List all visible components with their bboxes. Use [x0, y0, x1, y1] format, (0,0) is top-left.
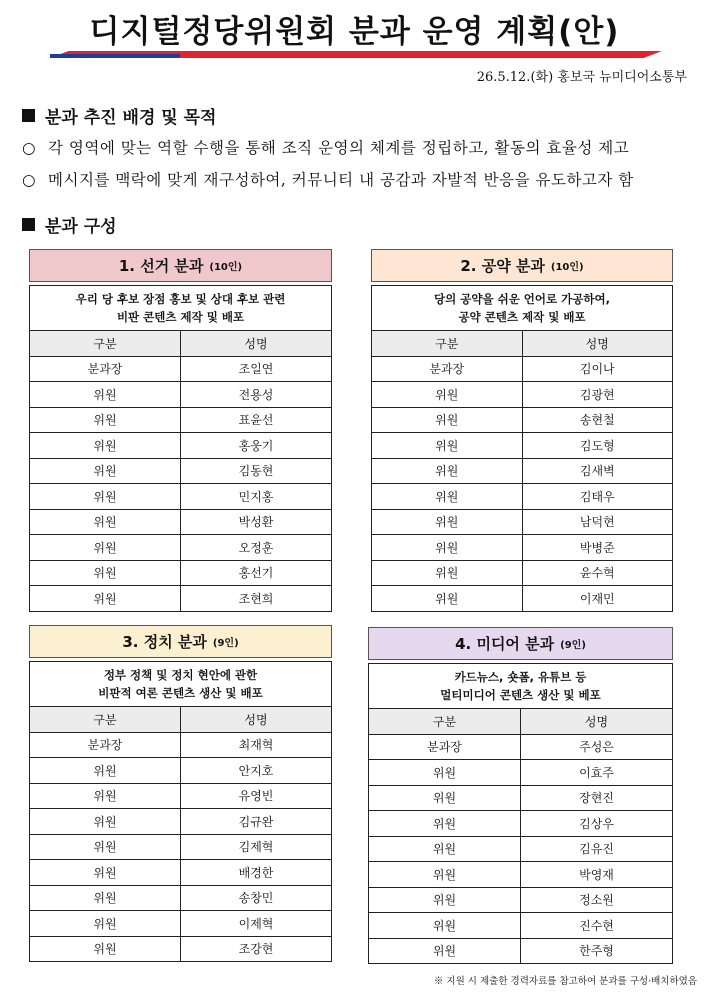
column-header-name: 성명: [522, 331, 673, 357]
table-row: [369, 836, 673, 862]
column-header-role: 구분: [30, 331, 181, 357]
name-cell: 남덕현: [522, 509, 673, 535]
table-row: [369, 734, 673, 760]
group-table: [371, 285, 673, 612]
group-count: (10인): [550, 262, 584, 273]
table-header-row: [30, 331, 332, 357]
group-title: 2. 공약 분과: [460, 257, 545, 275]
role-cell: 위원: [369, 836, 521, 862]
table-row: [30, 433, 332, 459]
name-cell: 이재민: [522, 586, 673, 612]
name-cell: 표윤선: [181, 407, 332, 433]
role-cell: 위원: [369, 785, 521, 811]
name-cell: 오정훈: [181, 535, 332, 561]
name-cell: 김동현: [181, 458, 332, 484]
role-cell: 위원: [372, 458, 523, 484]
role-cell: 위원: [30, 586, 181, 612]
name-cell: 송창민: [181, 885, 332, 911]
name-cell: 이효주: [521, 760, 673, 786]
name-cell: 김도형: [522, 433, 673, 459]
group-header: [29, 249, 332, 282]
group-description: 정부 정책 및 정치 현안에 관한 비판적 여론 콘텐츠 생산 및 배포: [30, 662, 332, 707]
group-election: [29, 249, 332, 612]
group-header: [368, 627, 673, 660]
role-cell: 위원: [369, 887, 521, 913]
group-title: 3. 정치 분과: [122, 633, 207, 651]
role-cell: 위원: [30, 758, 181, 784]
role-cell: 위원: [30, 911, 181, 937]
role-cell: 위원: [372, 535, 523, 561]
table-row: [30, 586, 332, 612]
role-cell: 분과장: [30, 356, 181, 382]
name-cell: 김유진: [521, 836, 673, 862]
group-table: [29, 661, 332, 962]
table-row: [369, 785, 673, 811]
group-count: (9인): [560, 640, 586, 651]
name-cell: 송현철: [522, 407, 673, 433]
role-cell: 위원: [30, 535, 181, 561]
bullet-text: 각 영역에 맞는 역할 수행을 통해 조직 운영의 체계를 정립하고, 활동의 효율성 제고: [48, 139, 630, 157]
name-cell: 김제혁: [181, 834, 332, 860]
role-cell: 위원: [369, 760, 521, 786]
bullet-text: 메시지를 맥락에 맞게 재구성하여, 커뮤니티 내 공감과 자발적 반응을 유도하고자 함: [48, 171, 634, 189]
role-cell: 위원: [369, 938, 521, 964]
column-header-role: 구분: [369, 709, 521, 735]
table-row: [30, 535, 332, 561]
group-header: [371, 249, 673, 282]
name-cell: 박영재: [521, 862, 673, 888]
name-cell: 주성은: [521, 734, 673, 760]
name-cell: 박성환: [181, 509, 332, 535]
name-cell: 홍선기: [181, 560, 332, 586]
column-header-name: 성명: [181, 331, 332, 357]
group-media: [368, 627, 673, 964]
role-cell: 위원: [372, 586, 523, 612]
group-count: (9인): [212, 638, 239, 649]
role-cell: 위원: [372, 509, 523, 535]
table-row: [372, 433, 673, 459]
table-row: [30, 885, 332, 911]
group-description: 카드뉴스, 숏폼, 유튜브 등 멀티미디어 콘텐츠 생산 및 베포: [369, 664, 673, 709]
table-row: [369, 760, 673, 786]
name-cell: 윤수혁: [522, 560, 673, 586]
name-cell: 진수현: [521, 913, 673, 939]
name-cell: 김새벽: [522, 458, 673, 484]
role-cell: 위원: [30, 382, 181, 408]
table-row: [372, 509, 673, 535]
role-cell: 위원: [30, 560, 181, 586]
table-row: [369, 938, 673, 964]
name-cell: 김태우: [522, 484, 673, 510]
table-row: [372, 535, 673, 561]
role-cell: 위원: [372, 433, 523, 459]
section-heading-structure: [22, 212, 117, 237]
table-row: [30, 407, 332, 433]
group-header: [29, 625, 332, 658]
group-title: 1. 선거 분과: [118, 257, 204, 275]
role-cell: 위원: [369, 913, 521, 939]
table-row: [372, 382, 673, 408]
table-row: [30, 560, 332, 586]
role-cell: 위원: [30, 809, 181, 835]
group-pledge: [371, 249, 673, 612]
name-cell: 박병준: [522, 535, 673, 561]
table-row: [372, 356, 673, 382]
name-cell: 최재혁: [181, 732, 332, 758]
name-cell: 김광현: [522, 382, 673, 408]
name-cell: 배경한: [181, 860, 332, 886]
name-cell: 조현희: [181, 586, 332, 612]
table-row: [372, 458, 673, 484]
role-cell: 분과장: [369, 734, 521, 760]
table-row: [30, 911, 332, 937]
group-table: [368, 663, 673, 964]
table-row: [369, 913, 673, 939]
group-table: [29, 285, 332, 612]
table-row: [30, 484, 332, 510]
role-cell: 위원: [30, 860, 181, 886]
footnote: ※ 지원 시 제출한 경력자료를 참고하여 분과를 구성·배치하였음: [433, 976, 697, 987]
name-cell: 이제혁: [181, 911, 332, 937]
role-cell: 분과장: [30, 732, 181, 758]
name-cell: 안지호: [181, 758, 332, 784]
role-cell: 위원: [30, 484, 181, 510]
role-cell: 위원: [30, 509, 181, 535]
role-cell: 위원: [30, 783, 181, 809]
section-title: 분과 추진 배경 및 목적: [45, 108, 217, 128]
group-description: 우리 당 후보 장점 홍보 및 상대 후보 관련 비판 콘텐츠 제작 및 배포: [30, 286, 332, 331]
table-row: [369, 811, 673, 837]
column-header-name: 성명: [521, 709, 673, 735]
table-header-row: [369, 709, 673, 735]
table-row: [372, 586, 673, 612]
circle-bullet-icon: ○: [22, 139, 37, 157]
table-row: [372, 407, 673, 433]
table-row: [30, 732, 332, 758]
role-cell: 위원: [30, 885, 181, 911]
name-cell: 한주형: [521, 938, 673, 964]
column-header-name: 성명: [181, 707, 332, 733]
square-bullet-icon: [22, 218, 35, 231]
group-description: 당의 공약을 쉬운 언어로 가공하여, 공약 콘텐츠 제작 및 배포: [372, 286, 673, 331]
role-cell: 위원: [369, 862, 521, 888]
name-cell: 민지홍: [181, 484, 332, 510]
name-cell: 정소원: [521, 887, 673, 913]
page-title: 디지털정당위원회 분과 운영 계획(안): [89, 14, 620, 50]
name-cell: 장현진: [521, 785, 673, 811]
column-header-role: 구분: [30, 707, 181, 733]
role-cell: 위원: [30, 458, 181, 484]
name-cell: 유영빈: [181, 783, 332, 809]
role-cell: 위원: [30, 407, 181, 433]
table-row: [30, 356, 332, 382]
square-bullet-icon: [22, 109, 35, 122]
name-cell: 조강현: [181, 936, 332, 962]
name-cell: 김상우: [521, 811, 673, 837]
table-row: [372, 484, 673, 510]
table-row: [30, 783, 332, 809]
name-cell: 홍웅기: [181, 433, 332, 459]
bullet-item: [22, 136, 629, 158]
role-cell: 위원: [372, 484, 523, 510]
table-row: [30, 936, 332, 962]
role-cell: 분과장: [372, 356, 523, 382]
group-politics: [29, 625, 332, 962]
table-row: [30, 809, 332, 835]
title-underline-blue: [50, 54, 180, 58]
table-header-row: [30, 707, 332, 733]
role-cell: 위원: [372, 560, 523, 586]
name-cell: 김이나: [522, 356, 673, 382]
table-row: [30, 834, 332, 860]
table-row: [30, 382, 332, 408]
circle-bullet-icon: ○: [22, 171, 37, 189]
column-header-role: 구분: [372, 331, 523, 357]
date-line: 26.5.12.(화) 홍보국 뉴미디어소통부: [476, 70, 687, 85]
table-row: [369, 862, 673, 888]
table-row: [30, 860, 332, 886]
name-cell: 전용성: [181, 382, 332, 408]
table-row: [30, 458, 332, 484]
table-row: [30, 509, 332, 535]
role-cell: 위원: [30, 936, 181, 962]
bullet-item: [22, 168, 634, 190]
role-cell: 위원: [30, 834, 181, 860]
section-heading-purpose: [22, 103, 216, 128]
table-header-row: [372, 331, 673, 357]
name-cell: 조일연: [181, 356, 332, 382]
name-cell: 김규완: [181, 809, 332, 835]
role-cell: 위원: [372, 382, 523, 408]
role-cell: 위원: [372, 407, 523, 433]
section-title: 분과 구성: [45, 217, 117, 237]
group-count: (10인): [209, 262, 243, 273]
group-title: 4. 미디어 분과: [455, 635, 555, 653]
table-row: [372, 560, 673, 586]
role-cell: 위원: [30, 433, 181, 459]
role-cell: 위원: [369, 811, 521, 837]
table-row: [30, 758, 332, 784]
table-row: [369, 887, 673, 913]
